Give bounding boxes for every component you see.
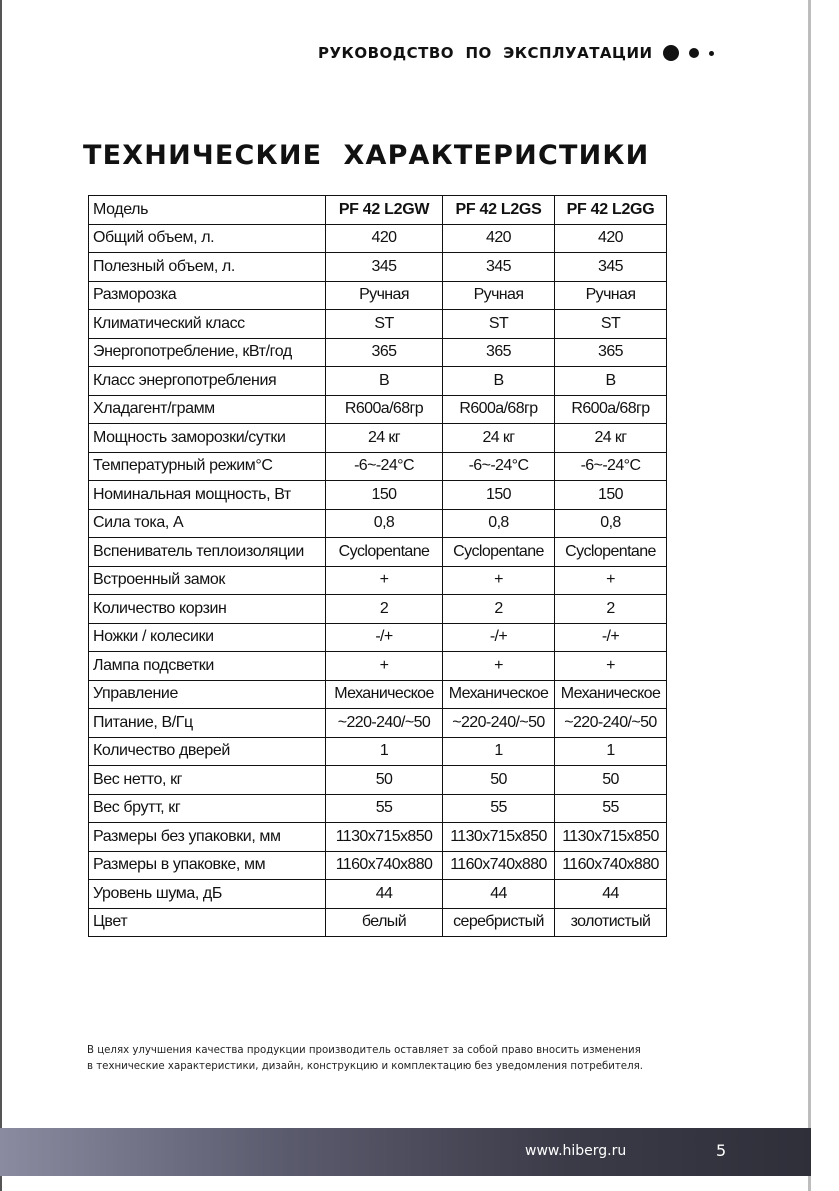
spec-label-cell: Встроенный замок bbox=[89, 566, 326, 595]
spec-value-cell: Ручная bbox=[443, 281, 555, 310]
spec-value-cell: Ручная bbox=[555, 281, 667, 310]
spec-value-cell: 150 bbox=[555, 481, 667, 510]
spec-value-cell: B bbox=[326, 367, 443, 396]
spec-label-cell: Мощность заморозки/сутки bbox=[89, 424, 326, 453]
spec-value-cell: 2 bbox=[443, 595, 555, 624]
table-row bbox=[89, 709, 667, 738]
large-dot-icon bbox=[663, 45, 679, 61]
spec-value-cell: + bbox=[555, 652, 667, 681]
spec-value-cell: 44 bbox=[326, 880, 443, 909]
spec-value-cell: Cyclopentane bbox=[326, 538, 443, 567]
table-row bbox=[89, 367, 667, 396]
spec-label-cell: Лампа подсветки bbox=[89, 652, 326, 681]
spec-value-cell: ~220-240/~50 bbox=[326, 709, 443, 738]
small-dot-icon bbox=[709, 51, 714, 56]
table-row bbox=[89, 253, 667, 282]
spec-label-cell: Вспениватель теплоизоляции bbox=[89, 538, 326, 567]
table-row bbox=[89, 623, 667, 652]
table-row bbox=[89, 424, 667, 453]
footnote-line: в технические характеристики, дизайн, конструкцию и комплектацию без уведомления потребителя. bbox=[87, 1061, 643, 1072]
spec-value-cell: 55 bbox=[443, 794, 555, 823]
spec-value-cell: Механическое bbox=[326, 680, 443, 709]
spec-label-cell: Энергопотребление, кВт/год bbox=[89, 338, 326, 367]
header-title: РУКОВОДСТВО ПО ЭКСПЛУАТАЦИИ bbox=[318, 44, 653, 62]
model-cell-gg: PF 42 L2GG bbox=[555, 196, 667, 225]
spec-label-cell: Управление bbox=[89, 680, 326, 709]
table-row bbox=[89, 310, 667, 339]
table-row bbox=[89, 652, 667, 681]
table-row bbox=[89, 509, 667, 538]
model-cell-gw: PF 42 L2GW bbox=[326, 196, 443, 225]
spec-label-cell: Количество дверей bbox=[89, 737, 326, 766]
spec-label-cell: Температурный режим°С bbox=[89, 452, 326, 481]
spec-value-cell: 345 bbox=[326, 253, 443, 282]
spec-value-cell: Ручная bbox=[326, 281, 443, 310]
spec-value-cell: R600a/68гр bbox=[326, 395, 443, 424]
table-row bbox=[89, 281, 667, 310]
spec-value-cell: ~220-240/~50 bbox=[555, 709, 667, 738]
spec-value-cell: ST bbox=[443, 310, 555, 339]
spec-label-cell: Номинальная мощность, Вт bbox=[89, 481, 326, 510]
spec-value-cell: 0,8 bbox=[555, 509, 667, 538]
table-row bbox=[89, 851, 667, 880]
spec-value-cell: ~220-240/~50 bbox=[443, 709, 555, 738]
table-row bbox=[89, 566, 667, 595]
spec-value-cell: 345 bbox=[555, 253, 667, 282]
spec-value-cell: 150 bbox=[326, 481, 443, 510]
model-label-cell: Модель bbox=[89, 196, 326, 225]
model-cell-gs: PF 42 L2GS bbox=[443, 196, 555, 225]
medium-dot-icon bbox=[689, 48, 699, 58]
spec-value-cell: ST bbox=[555, 310, 667, 339]
spec-value-cell: 1160x740x880 bbox=[555, 851, 667, 880]
spec-value-cell: -6~-24°С bbox=[443, 452, 555, 481]
spec-value-cell: + bbox=[443, 566, 555, 595]
spec-value-cell: -/+ bbox=[555, 623, 667, 652]
spec-label-cell: Уровень шума, дБ bbox=[89, 880, 326, 909]
page-edge-right bbox=[808, 0, 811, 1191]
spec-value-cell: серебристый bbox=[443, 908, 555, 937]
spec-value-cell: белый bbox=[326, 908, 443, 937]
page-title: ТЕХНИЧЕСКИЕ ХАРАКТЕРИСТИКИ bbox=[83, 140, 650, 171]
table-row bbox=[89, 338, 667, 367]
spec-value-cell: Механическое bbox=[555, 680, 667, 709]
spec-value-cell: 55 bbox=[555, 794, 667, 823]
spec-value-cell: B bbox=[555, 367, 667, 396]
spec-value-cell: -/+ bbox=[326, 623, 443, 652]
spec-label-cell: Сила тока, А bbox=[89, 509, 326, 538]
spec-label-cell: Класс энергопотребления bbox=[89, 367, 326, 396]
spec-value-cell: 55 bbox=[326, 794, 443, 823]
running-header bbox=[318, 40, 714, 66]
table-row bbox=[89, 395, 667, 424]
spec-value-cell: 1160x740x880 bbox=[326, 851, 443, 880]
spec-label-cell: Размеры в упаковке, мм bbox=[89, 851, 326, 880]
table-row bbox=[89, 908, 667, 937]
spec-value-cell: 0,8 bbox=[443, 509, 555, 538]
spec-label-cell: Количество корзин bbox=[89, 595, 326, 624]
spec-value-cell: 44 bbox=[555, 880, 667, 909]
table-row bbox=[89, 452, 667, 481]
spec-value-cell: B bbox=[443, 367, 555, 396]
footer-bar bbox=[0, 1128, 811, 1176]
spec-value-cell: золотистый bbox=[555, 908, 667, 937]
spec-value-cell: 50 bbox=[443, 766, 555, 795]
page-number: 5 bbox=[716, 1141, 727, 1160]
spec-value-cell: 1 bbox=[326, 737, 443, 766]
spec-label-cell: Питание, В/Гц bbox=[89, 709, 326, 738]
spec-value-cell: 420 bbox=[326, 224, 443, 253]
spec-label-cell: Вес нетто, кг bbox=[89, 766, 326, 795]
spec-value-cell: + bbox=[555, 566, 667, 595]
spec-label-cell: Вес брутт, кг bbox=[89, 794, 326, 823]
table-row bbox=[89, 766, 667, 795]
table-row bbox=[89, 680, 667, 709]
table-row bbox=[89, 224, 667, 253]
spec-value-cell: 1130x715x850 bbox=[443, 823, 555, 852]
table-row bbox=[89, 595, 667, 624]
spec-value-cell: Cyclopentane bbox=[443, 538, 555, 567]
spec-label-cell: Климатический класс bbox=[89, 310, 326, 339]
spec-value-cell: Механическое bbox=[443, 680, 555, 709]
table-row bbox=[89, 481, 667, 510]
spec-value-cell: R600a/68гр bbox=[555, 395, 667, 424]
spec-value-cell: 50 bbox=[555, 766, 667, 795]
table-row bbox=[89, 823, 667, 852]
spec-label-cell: Полезный объем, л. bbox=[89, 253, 326, 282]
table-header-row bbox=[89, 196, 667, 225]
table-row bbox=[89, 538, 667, 567]
spec-value-cell: 1130x715x850 bbox=[555, 823, 667, 852]
spec-label-cell: Размеры без упаковки, мм bbox=[89, 823, 326, 852]
spec-value-cell: 2 bbox=[555, 595, 667, 624]
spec-value-cell: 1130x715x850 bbox=[326, 823, 443, 852]
spec-value-cell: 44 bbox=[443, 880, 555, 909]
spec-value-cell: 365 bbox=[326, 338, 443, 367]
spec-value-cell: 150 bbox=[443, 481, 555, 510]
spec-value-cell: + bbox=[326, 566, 443, 595]
spec-value-cell: 1 bbox=[555, 737, 667, 766]
spec-label-cell: Разморозка bbox=[89, 281, 326, 310]
spec-value-cell: 1 bbox=[443, 737, 555, 766]
spec-value-cell: -6~-24°С bbox=[326, 452, 443, 481]
spec-value-cell: 24 кг bbox=[326, 424, 443, 453]
spec-value-cell: 365 bbox=[443, 338, 555, 367]
spec-value-cell: 24 кг bbox=[555, 424, 667, 453]
spec-label-cell: Ножки / колесики bbox=[89, 623, 326, 652]
footnote bbox=[87, 1043, 707, 1075]
spec-value-cell: + bbox=[443, 652, 555, 681]
spec-value-cell: R600a/68гр bbox=[443, 395, 555, 424]
spec-value-cell: 1160x740x880 bbox=[443, 851, 555, 880]
spec-value-cell: -/+ bbox=[443, 623, 555, 652]
table-row bbox=[89, 880, 667, 909]
spec-value-cell: 50 bbox=[326, 766, 443, 795]
spec-value-cell: Cyclopentane bbox=[555, 538, 667, 567]
spec-value-cell: + bbox=[326, 652, 443, 681]
spec-value-cell: 345 bbox=[443, 253, 555, 282]
page-edge-left bbox=[0, 0, 2, 1191]
spec-value-cell: -6~-24°С bbox=[555, 452, 667, 481]
spec-label-cell: Хладагент/грамм bbox=[89, 395, 326, 424]
spec-value-cell: ST bbox=[326, 310, 443, 339]
spec-value-cell: 420 bbox=[443, 224, 555, 253]
spec-value-cell: 0,8 bbox=[326, 509, 443, 538]
table-row bbox=[89, 794, 667, 823]
website-url: www.hiberg.ru bbox=[525, 1143, 627, 1159]
specifications-table bbox=[88, 195, 667, 937]
spec-value-cell: 420 bbox=[555, 224, 667, 253]
spec-value-cell: 365 bbox=[555, 338, 667, 367]
spec-value-cell: 2 bbox=[326, 595, 443, 624]
table-row bbox=[89, 737, 667, 766]
spec-label-cell: Цвет bbox=[89, 908, 326, 937]
spec-value-cell: 24 кг bbox=[443, 424, 555, 453]
spec-label-cell: Общий объем, л. bbox=[89, 224, 326, 253]
footnote-line: В целях улучшения качества продукции производитель оставляет за собой право вносить изменения bbox=[87, 1045, 641, 1056]
